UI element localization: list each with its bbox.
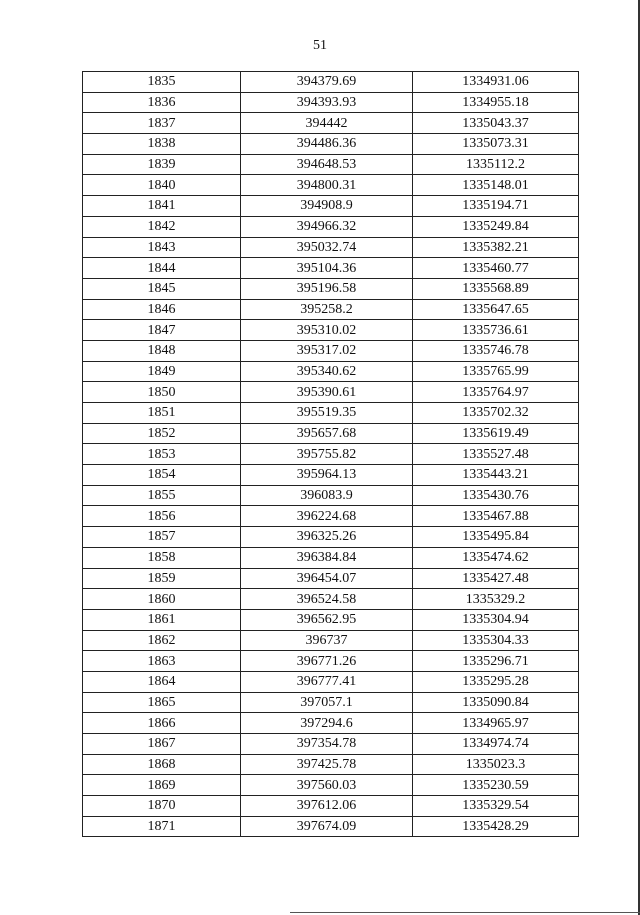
table-row — [83, 258, 579, 279]
point-number-cell: 1835 — [83, 72, 241, 93]
y-coordinate-cell: 1335329.54 — [413, 796, 579, 817]
x-coordinate-cell: 397294.6 — [241, 713, 413, 734]
x-coordinate-cell: 394486.36 — [241, 134, 413, 155]
point-number-cell: 1838 — [83, 134, 241, 155]
table-row — [83, 361, 579, 382]
x-coordinate-cell: 396737 — [241, 630, 413, 651]
y-coordinate-cell: 1335647.65 — [413, 299, 579, 320]
point-number-cell: 1866 — [83, 713, 241, 734]
y-coordinate-cell: 1335619.49 — [413, 423, 579, 444]
x-coordinate-cell: 394648.53 — [241, 154, 413, 175]
point-number-cell: 1865 — [83, 692, 241, 713]
y-coordinate-cell: 1335428.29 — [413, 816, 579, 837]
y-coordinate-cell: 1335467.88 — [413, 506, 579, 527]
x-coordinate-cell: 396771.26 — [241, 651, 413, 672]
table-row — [83, 113, 579, 134]
x-coordinate-cell: 394800.31 — [241, 175, 413, 196]
y-coordinate-cell: 1335304.33 — [413, 630, 579, 651]
point-number-cell: 1847 — [83, 320, 241, 341]
table-row — [83, 754, 579, 775]
x-coordinate-cell: 397057.1 — [241, 692, 413, 713]
table-row — [83, 423, 579, 444]
x-coordinate-cell: 394966.32 — [241, 216, 413, 237]
table-row — [83, 568, 579, 589]
y-coordinate-cell: 1334974.74 — [413, 734, 579, 755]
point-number-cell: 1868 — [83, 754, 241, 775]
x-coordinate-cell: 396777.41 — [241, 671, 413, 692]
y-coordinate-cell: 1335194.71 — [413, 196, 579, 217]
point-number-cell: 1837 — [83, 113, 241, 134]
x-coordinate-cell: 396454.07 — [241, 568, 413, 589]
point-number-cell: 1839 — [83, 154, 241, 175]
x-coordinate-cell: 394442 — [241, 113, 413, 134]
point-number-cell: 1836 — [83, 92, 241, 113]
y-coordinate-cell: 1335023.3 — [413, 754, 579, 775]
point-number-cell: 1869 — [83, 775, 241, 796]
x-coordinate-cell: 395317.02 — [241, 340, 413, 361]
table-row — [83, 382, 579, 403]
table-row — [83, 527, 579, 548]
table-row — [83, 485, 579, 506]
x-coordinate-cell: 396224.68 — [241, 506, 413, 527]
point-number-cell: 1864 — [83, 671, 241, 692]
y-coordinate-cell: 1335296.71 — [413, 651, 579, 672]
y-coordinate-cell: 1335527.48 — [413, 444, 579, 465]
table-row — [83, 734, 579, 755]
x-coordinate-cell: 397612.06 — [241, 796, 413, 817]
point-number-cell: 1853 — [83, 444, 241, 465]
point-number-cell: 1845 — [83, 278, 241, 299]
table-row — [83, 72, 579, 93]
table-row — [83, 175, 579, 196]
y-coordinate-cell: 1335702.32 — [413, 403, 579, 424]
table-row — [83, 816, 579, 837]
table-row — [83, 237, 579, 258]
point-number-cell: 1841 — [83, 196, 241, 217]
y-coordinate-cell: 1335043.37 — [413, 113, 579, 134]
x-coordinate-cell: 394379.69 — [241, 72, 413, 93]
y-coordinate-cell: 1335746.78 — [413, 340, 579, 361]
x-coordinate-cell: 395657.68 — [241, 423, 413, 444]
table-row — [83, 671, 579, 692]
point-number-cell: 1852 — [83, 423, 241, 444]
table-row — [83, 692, 579, 713]
table-row — [83, 547, 579, 568]
table-row — [83, 92, 579, 113]
point-number-cell: 1870 — [83, 796, 241, 817]
point-number-cell: 1859 — [83, 568, 241, 589]
x-coordinate-cell: 395519.35 — [241, 403, 413, 424]
x-coordinate-cell: 395964.13 — [241, 465, 413, 486]
y-coordinate-cell: 1335764.97 — [413, 382, 579, 403]
y-coordinate-cell: 1335495.84 — [413, 527, 579, 548]
y-coordinate-cell: 1335460.77 — [413, 258, 579, 279]
point-number-cell: 1861 — [83, 609, 241, 630]
point-number-cell: 1842 — [83, 216, 241, 237]
y-coordinate-cell: 1335249.84 — [413, 216, 579, 237]
x-coordinate-cell: 395196.58 — [241, 278, 413, 299]
point-number-cell: 1846 — [83, 299, 241, 320]
table-row — [83, 134, 579, 155]
point-number-cell: 1857 — [83, 527, 241, 548]
table-row — [83, 609, 579, 630]
table-row — [83, 444, 579, 465]
table-row — [83, 630, 579, 651]
table-row — [83, 154, 579, 175]
point-number-cell: 1843 — [83, 237, 241, 258]
table-row — [83, 775, 579, 796]
point-number-cell: 1855 — [83, 485, 241, 506]
point-number-cell: 1854 — [83, 465, 241, 486]
point-number-cell: 1867 — [83, 734, 241, 755]
table-row — [83, 465, 579, 486]
x-coordinate-cell: 396384.84 — [241, 547, 413, 568]
y-coordinate-cell: 1335304.94 — [413, 609, 579, 630]
y-coordinate-cell: 1335474.62 — [413, 547, 579, 568]
point-number-cell: 1849 — [83, 361, 241, 382]
page-number: 51 — [313, 38, 327, 53]
point-number-cell: 1850 — [83, 382, 241, 403]
x-coordinate-cell: 395340.62 — [241, 361, 413, 382]
table-row — [83, 216, 579, 237]
table-row — [83, 196, 579, 217]
point-number-cell: 1844 — [83, 258, 241, 279]
table-row — [83, 340, 579, 361]
point-number-cell: 1860 — [83, 589, 241, 610]
y-coordinate-cell: 1334931.06 — [413, 72, 579, 93]
x-coordinate-cell: 396083.9 — [241, 485, 413, 506]
point-number-cell: 1862 — [83, 630, 241, 651]
y-coordinate-cell: 1335090.84 — [413, 692, 579, 713]
point-number-cell: 1863 — [83, 651, 241, 672]
y-coordinate-cell: 1335073.31 — [413, 134, 579, 155]
coordinates-table — [82, 71, 579, 837]
x-coordinate-cell: 395032.74 — [241, 237, 413, 258]
y-coordinate-cell: 1334965.97 — [413, 713, 579, 734]
point-number-cell: 1851 — [83, 403, 241, 424]
y-coordinate-cell: 1335443.21 — [413, 465, 579, 486]
y-coordinate-cell: 1335112.2 — [413, 154, 579, 175]
y-coordinate-cell: 1334955.18 — [413, 92, 579, 113]
table-row — [83, 589, 579, 610]
x-coordinate-cell: 394908.9 — [241, 196, 413, 217]
y-coordinate-cell: 1335765.99 — [413, 361, 579, 382]
x-coordinate-cell: 395258.2 — [241, 299, 413, 320]
y-coordinate-cell: 1335329.2 — [413, 589, 579, 610]
x-coordinate-cell: 397425.78 — [241, 754, 413, 775]
point-number-cell: 1858 — [83, 547, 241, 568]
y-coordinate-cell: 1335430.76 — [413, 485, 579, 506]
table-row — [83, 651, 579, 672]
point-number-cell: 1871 — [83, 816, 241, 837]
y-coordinate-cell: 1335736.61 — [413, 320, 579, 341]
point-number-cell: 1856 — [83, 506, 241, 527]
table-row — [83, 278, 579, 299]
table-row — [83, 299, 579, 320]
point-number-cell: 1840 — [83, 175, 241, 196]
table-body — [83, 72, 579, 837]
x-coordinate-cell: 395310.02 — [241, 320, 413, 341]
x-coordinate-cell: 397674.09 — [241, 816, 413, 837]
y-coordinate-cell: 1335427.48 — [413, 568, 579, 589]
x-coordinate-cell: 397560.03 — [241, 775, 413, 796]
x-coordinate-cell: 396524.58 — [241, 589, 413, 610]
page-edge-bottom — [290, 912, 640, 913]
x-coordinate-cell: 395755.82 — [241, 444, 413, 465]
table-row — [83, 796, 579, 817]
x-coordinate-cell: 395390.61 — [241, 382, 413, 403]
table-row — [83, 506, 579, 527]
y-coordinate-cell: 1335230.59 — [413, 775, 579, 796]
point-number-cell: 1848 — [83, 340, 241, 361]
x-coordinate-cell: 397354.78 — [241, 734, 413, 755]
table-row — [83, 403, 579, 424]
x-coordinate-cell: 396562.95 — [241, 609, 413, 630]
y-coordinate-cell: 1335382.21 — [413, 237, 579, 258]
x-coordinate-cell: 394393.93 — [241, 92, 413, 113]
y-coordinate-cell: 1335568.89 — [413, 278, 579, 299]
table-row — [83, 320, 579, 341]
x-coordinate-cell: 395104.36 — [241, 258, 413, 279]
y-coordinate-cell: 1335148.01 — [413, 175, 579, 196]
table-row — [83, 713, 579, 734]
y-coordinate-cell: 1335295.28 — [413, 671, 579, 692]
x-coordinate-cell: 396325.26 — [241, 527, 413, 548]
